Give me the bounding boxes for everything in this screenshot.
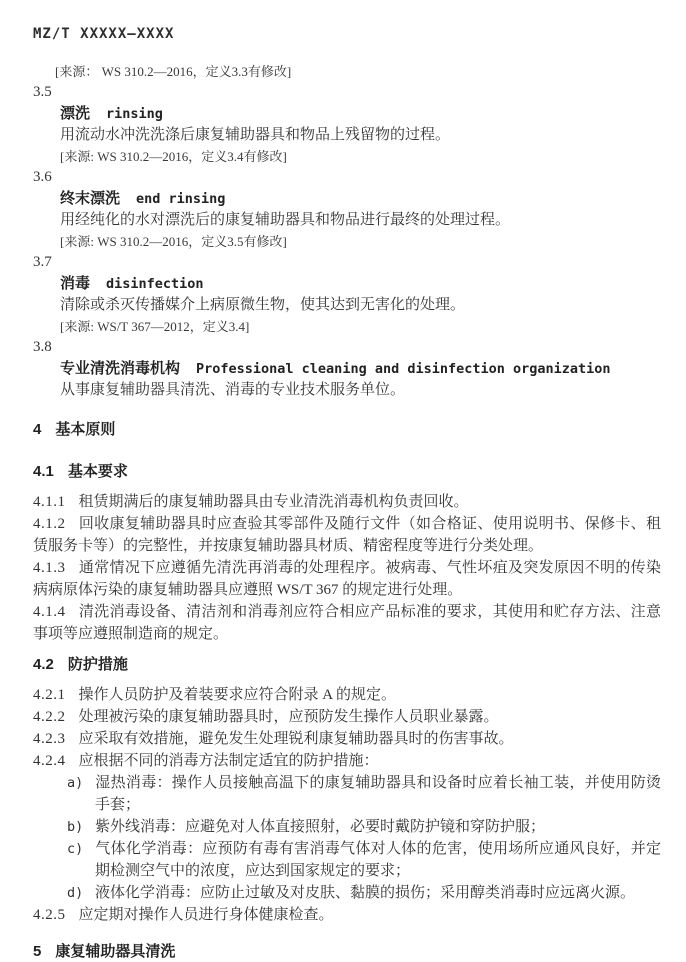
clause (33, 728, 661, 750)
clause-text: 通常情况下应遵循先清洗再消毒的处理程序。被病毒、气性坏疽及突发原因不明的传染病病原体污染的康复辅助器具应遵照 WS/T 367 的规定进行处理。 (33, 560, 661, 598)
list-label: c) (67, 841, 84, 857)
term-name-en: disinfection (106, 276, 204, 292)
term-title (60, 103, 661, 125)
clause (33, 513, 661, 557)
section-heading-4-1 (33, 461, 661, 482)
clause-text: 应采取有效措施，避免发生处理锐利康复辅助器具时的伤害事故。 (78, 731, 514, 747)
list-label: b) (67, 819, 84, 835)
clause-number: 4.1.4 (33, 604, 66, 620)
clause (33, 601, 661, 645)
term-number: 3.7 (33, 254, 52, 270)
list-text: 湿热消毒：操作人员接触高温下的康复辅助器具和设备时应着长袖工装，并使用防烫手套； (95, 775, 661, 813)
clause-number: 4.2.5 (33, 907, 66, 923)
term-name-en: rinsing (106, 106, 163, 122)
term-name-zh: 终末漂洗 (60, 190, 121, 207)
list-item (33, 816, 661, 838)
clause (33, 491, 661, 513)
term-definition: 用流动水冲洗洗涤后康复辅助器具和物品上残留物的过程。 (60, 127, 451, 143)
clause (33, 557, 661, 601)
term-title (60, 188, 661, 210)
clause-number: 4.2.1 (33, 687, 66, 703)
section-title: 康复辅助器具清洗 (55, 943, 176, 960)
clause-text: 处理被污染的康复辅助器具时，应预防发生操作人员职业暴露。 (78, 709, 499, 725)
section-heading-4-2 (33, 654, 661, 675)
section-heading-4 (33, 419, 661, 440)
clause-text: 应根据不同的消毒方法制定适宜的防护措施： (78, 753, 379, 769)
clause-number: 4.1.1 (33, 494, 66, 510)
section-title: 基本要求 (67, 463, 128, 480)
list-label: d) (67, 885, 84, 901)
section-number: 4 (33, 421, 42, 438)
list-label: a) (67, 775, 84, 791)
clause-number: 4.2.4 (33, 753, 66, 769)
source-note: [来源: WS/T 367—2012，定义3.4] (60, 319, 250, 334)
clause-text: 租赁期满后的康复辅助器具由专业清洗消毒机构负责回收。 (78, 494, 469, 510)
clause (33, 904, 661, 926)
source-note: [来源： WS 310.2—2016，定义3.3有修改] (55, 64, 292, 79)
list-text: 气体化学消毒：应预防有毒有害消毒气体对人体的危害，使用场所应通风良好，并定期检测空气中的浓度，应达到国家规定的要求； (95, 841, 661, 879)
section-title: 基本原则 (55, 421, 116, 438)
clause-number: 4.2.3 (33, 731, 66, 747)
doc-code-header: MZ/T XXXXX—XXXX (33, 26, 175, 42)
term-number: 3.8 (33, 339, 52, 355)
term-number: 3.6 (33, 169, 52, 185)
term-title (60, 273, 661, 295)
clause-text: 应定期对操作人员进行身体健康检查。 (78, 907, 334, 923)
clause-text: 回收康复辅助器具时应查验其零部件及随行文件（如合格证、使用说明书、保修卡、租赁服务卡等）的完整性，并按康复辅助器具材质、精密程度等进行分类处理。 (33, 516, 661, 554)
term-name-zh: 专业清洗消毒机构 (60, 360, 181, 377)
clause-text: 清洗消毒设备、清洁剂和消毒剂应符合相应产品标准的要求，其使用和贮存方法、注意事项等应遵照制造商的规定。 (33, 604, 661, 642)
clause-text: 操作人员防护及着装要求应符合附录 A 的规定。 (78, 687, 397, 703)
term-name-zh: 漂洗 (60, 105, 91, 122)
term-title (60, 358, 661, 380)
term-definition: 从事康复辅助器具清洗、消毒的专业技术服务单位。 (60, 382, 406, 398)
list-item (33, 772, 661, 816)
term-name-en: Professional cleaning and disinfection organization (196, 361, 611, 377)
clause (33, 706, 661, 728)
clause (33, 750, 661, 772)
section-heading-5 (33, 941, 661, 962)
term-name-zh: 消毒 (60, 275, 91, 292)
list-item (33, 838, 661, 882)
section-number: 4.1 (33, 463, 54, 480)
clause-number: 4.1.3 (33, 560, 66, 576)
term-definition: 用经纯化的水对漂洗后的康复辅助器具和物品进行最终的处理过程。 (60, 212, 511, 228)
section-title: 防护措施 (67, 656, 128, 673)
term-definition: 清除或杀灭传播媒介上病原微生物，使其达到无害化的处理。 (60, 297, 466, 313)
list-item (33, 882, 661, 904)
clause-number: 4.1.2 (33, 516, 66, 532)
clause (33, 684, 661, 706)
clause-number: 4.2.2 (33, 709, 66, 725)
section-number: 4.2 (33, 656, 54, 673)
source-note: [来源: WS 310.2—2016，定义3.4有修改] (60, 149, 287, 164)
list-text: 液体化学消毒：应防止过敏及对皮肤、黏膜的损伤；采用醇类消毒时应远离火源。 (95, 885, 636, 901)
source-note: [来源: WS 310.2—2016，定义3.5有修改] (60, 234, 287, 249)
list-text: 紫外线消毒：应避免对人体直接照射，必要时戴防护镜和穿防护服； (95, 819, 546, 835)
term-name-en: end rinsing (136, 191, 226, 207)
section-number: 5 (33, 943, 42, 960)
term-number: 3.5 (33, 84, 52, 100)
